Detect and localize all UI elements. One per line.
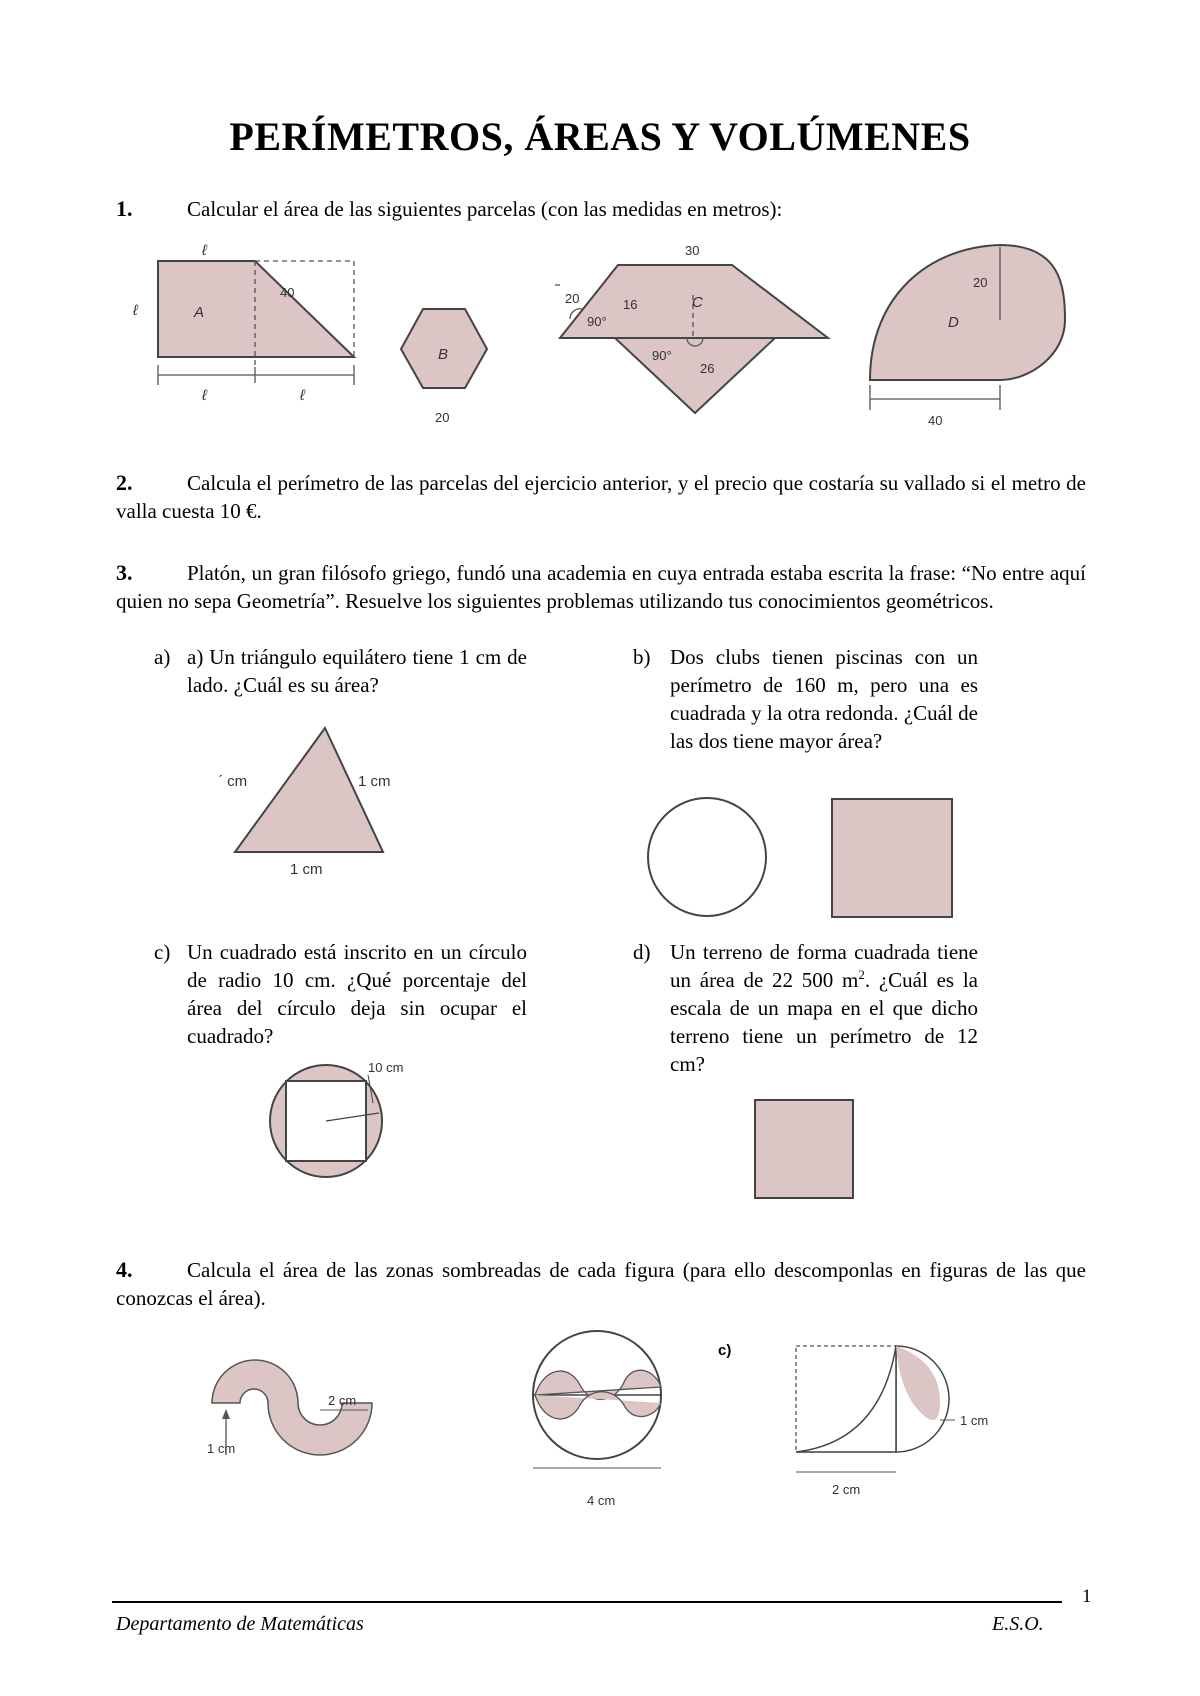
c-20-label: 20 (565, 291, 580, 306)
ex4b-4cm-label: 4 cm (587, 1493, 616, 1508)
exercise-1-number: 1. (116, 196, 133, 221)
c-name-label: C (692, 294, 703, 311)
a-left-label: ℓ (133, 302, 138, 319)
exercise-1-figures (130, 235, 1090, 435)
exercise-3-text: Platón, un gran filósofo griego, fundó una academia en cuya entrada estaba escrita la frase: “No entre aquí quien no sepa Geometría”. Resuelve los siguientes problemas utilizando tus conocimientos geométricos. (116, 561, 1086, 613)
exercise-1-text: Calcular el área de las siguientes parcelas (con las medidas en metros): (187, 197, 783, 221)
ex3c-text: Un cuadrado está inscrito en un círculo de radio 10 cm. ¿Qué porcentaje del área del círculo deja sin ocupar el cuadrado? (187, 940, 527, 1048)
ex3d-marker: d) (633, 940, 651, 964)
square-terrain (755, 1100, 853, 1198)
exercise-4-number: 4. (116, 1257, 133, 1282)
d-name-label: D (948, 314, 959, 331)
ex3d-figure (750, 1095, 860, 1205)
a-name-label: A (194, 304, 205, 321)
footer-divider (112, 1601, 1062, 1603)
parcel-a-shape (158, 261, 354, 357)
a-bottom2-label: ℓ (300, 387, 305, 404)
exercise-4-text: Calcula el área de las zonas sombreadas de cada figura (para ello descomponlas en figuras de las que conozcas el área). (116, 1258, 1086, 1310)
a-slant-label: 40 (280, 285, 295, 300)
a-bottom1-label: ℓ (202, 387, 207, 404)
ex4a-figure (200, 1335, 420, 1460)
ex3d-superscript: 2 (858, 967, 865, 982)
d-20-label: 20 (973, 275, 988, 290)
ex3c-marker: c) (154, 940, 171, 964)
ex3a-text: a) Un triángulo equilátero tiene 1 cm de lado. ¿Cuál es su área? (187, 645, 527, 697)
ex4c-1cm-label: 1 cm (960, 1413, 989, 1428)
parcel-c-triangle (615, 338, 775, 413)
square-pool (832, 799, 952, 917)
b-side-label: 20 (435, 410, 450, 425)
c-26-label: 26 (700, 361, 715, 376)
ex3c-radius-label: 10 cm (368, 1060, 404, 1075)
ex4c-figure (790, 1332, 1000, 1507)
ex3c-figure (258, 1055, 418, 1195)
ex4a-2cm-label: 2 cm (328, 1393, 357, 1408)
c-16-label: 16 (623, 297, 638, 312)
page-title: PERÍMETROS, ÁREAS Y VOLÚMENES (229, 114, 971, 159)
exercise-2-text: Calcula el perímetro de las parcelas del ejercicio anterior, y el precio que costaría su vallado si el metro de valla cuesta 10 €. (116, 471, 1086, 523)
ex3a-right-label: 1 cm (358, 773, 391, 790)
ex3b-text: Dos clubs tienen piscinas con un perímetro de 160 m, pero una es cuadrada y la otra redonda. ¿Cuál de las dos tiene mayor área? (670, 645, 978, 753)
d-40-label: 40 (928, 413, 943, 428)
footer-level: E.S.O. (992, 1613, 1044, 1635)
footer-department: Departamento de Matemáticas (116, 1613, 364, 1635)
ex3d-text (670, 938, 978, 1078)
exercise-3-number: 3. (116, 560, 133, 585)
c-top-label: 30 (685, 243, 700, 258)
round-pool (648, 798, 766, 916)
ex3d-text-after: . ¿Cuál es la escala de un mapa en el que dicho terreno tiene un perímetro de 12 cm? (670, 968, 978, 1076)
equilateral-triangle (235, 728, 383, 852)
ex4a-arrow-head (222, 1409, 230, 1419)
b-name-label: B (438, 346, 449, 363)
ex3a-left-label: ˊ cm (218, 773, 248, 790)
ex3b-figure (645, 795, 975, 920)
ex3d-text-before: Un terreno de forma cuadrada tiene un área de 22 500 m (670, 940, 978, 992)
ex4c-marker: c) (718, 1342, 732, 1359)
ex4c-curve-region (796, 1346, 896, 1452)
ex3a-bottom-label: 1 cm (290, 861, 323, 878)
parcel-d-shape (870, 245, 1065, 380)
ex4a-1cm-label: 1 cm (207, 1441, 236, 1456)
ex4c-2cm-label: 2 cm (832, 1482, 861, 1497)
ex3b-marker: b) (633, 645, 651, 669)
ex3a-marker: a) (154, 645, 171, 669)
c-90b-label: 90° (652, 348, 672, 363)
a-top-label: ℓ (202, 242, 207, 259)
ex3a-figure (205, 720, 425, 880)
page-number: 1 (1082, 1586, 1092, 1607)
exercise-2-number: 2. (116, 470, 133, 495)
ex4b-figure (525, 1325, 675, 1510)
c-90a-label: 90° (587, 314, 607, 329)
